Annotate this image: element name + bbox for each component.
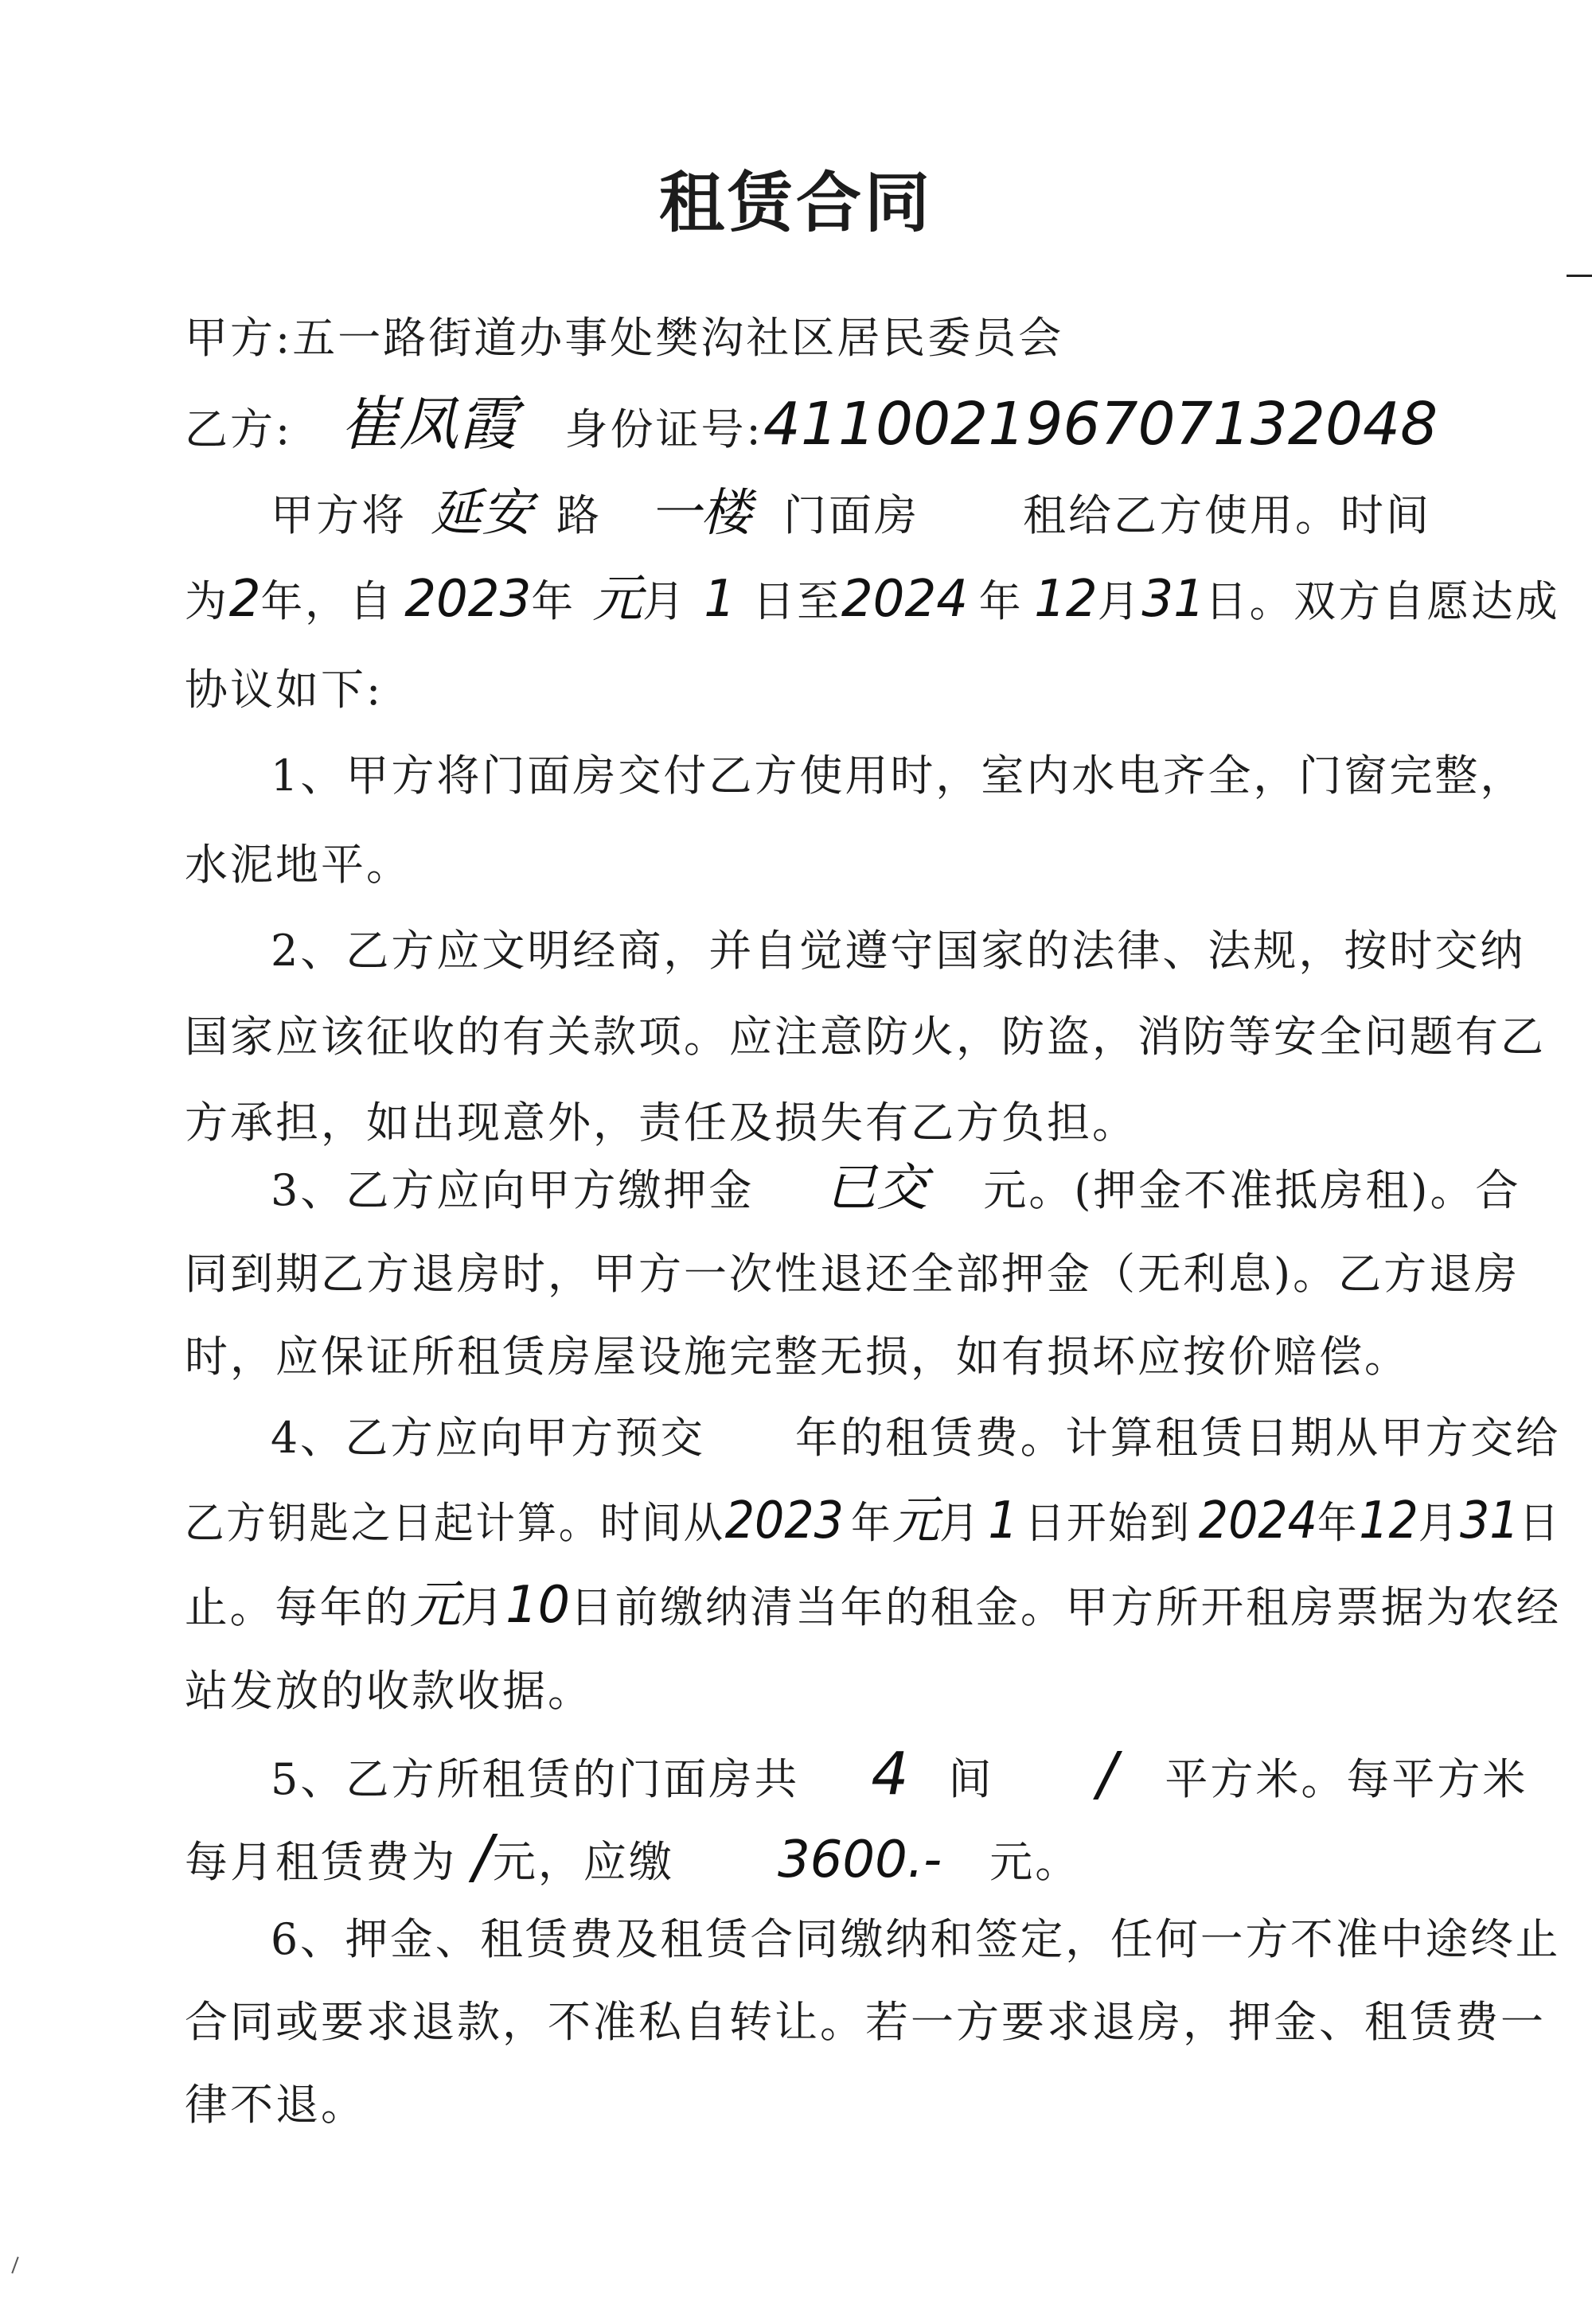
start-year: 2023 bbox=[404, 570, 532, 629]
clause-1-line-2: 水泥地平。 bbox=[185, 840, 412, 890]
clause-3-line-2: 同到期乙方退房时，甲方一次性退还全部押金（无利息)。乙方退房 bbox=[185, 1249, 1520, 1299]
contract-title: 租赁合同 bbox=[658, 166, 933, 241]
from-day: 1 bbox=[988, 1491, 1018, 1550]
to-month: 12 bbox=[1359, 1491, 1418, 1550]
intro-line-1: 甲方将 延安 路 一楼 门面房 租给乙方使用。时间 bbox=[271, 484, 1431, 543]
scan-edge-mark bbox=[1567, 275, 1592, 277]
clause-4-line-3: 止。每年的元月10日前缴纳清当年的租金。甲方所开租房票据为农经 bbox=[185, 1576, 1562, 1635]
monthly-rate: / bbox=[473, 1823, 493, 1891]
area-sqm: / bbox=[1097, 1740, 1118, 1808]
deposit-amount: 已交 bbox=[825, 1159, 928, 1218]
road-name: 延安 bbox=[431, 484, 533, 543]
clause-4-line-2: 乙方钥匙之日起计算。时间从2023 年元月 1 日开始到 2024年12月31日 bbox=[185, 1491, 1561, 1550]
clause-3-line-1: 3、乙方应向甲方缴押金 已交 元。(押金不准抵房租)。合 bbox=[271, 1159, 1521, 1218]
party-a-name: 五一路街道办事处樊沟社区居民委员会 bbox=[292, 313, 1064, 363]
party-b-id-number: 411002196707132048 bbox=[763, 390, 1438, 458]
end-month: 12 bbox=[1034, 570, 1098, 629]
start-month: 元 bbox=[592, 570, 643, 629]
to-year: 2024 bbox=[1198, 1491, 1317, 1550]
start-day: 1 bbox=[704, 570, 736, 629]
clause-5-line-1: 5、乙方所租赁的门面房共 4 间 / 平方米。每平方米 bbox=[271, 1740, 1528, 1808]
from-month: 元 bbox=[892, 1491, 939, 1550]
from-year: 2023 bbox=[724, 1491, 844, 1550]
clause-2-line-2: 国家应该征收的有关款项。应注意防火，防盗，消防等安全问题有乙 bbox=[185, 1012, 1546, 1062]
clause-6-line-3: 律不退。 bbox=[185, 2080, 366, 2130]
clause-4-line-4: 站发放的收款收据。 bbox=[185, 1666, 593, 1716]
clause-3-line-3: 时，应保证所租赁房屋设施完整无损，如有损坏应按价赔偿。 bbox=[185, 1332, 1410, 1382]
party-b-line: 乙方: 崔凤霞 身份证号:411002196707132048 bbox=[185, 390, 1438, 458]
intro-line-2: 为2年，自 2023年 元月 1 日至2024 年 12月31日。双方自愿达成 bbox=[185, 570, 1560, 629]
pay-day: 10 bbox=[505, 1576, 571, 1635]
term-years: 2 bbox=[228, 570, 261, 629]
end-year: 2024 bbox=[841, 570, 969, 629]
clause-4-line-1: 4、乙方应向甲方预交 年的租赁费。计算租赁日期从甲方交给 bbox=[271, 1413, 1561, 1463]
clause-6-line-1: 6、押金、租赁费及租赁合同缴纳和签定，任何一方不准中途终止 bbox=[271, 1914, 1561, 1964]
to-day: 31 bbox=[1459, 1491, 1520, 1550]
clause-2-line-1: 2、乙方应文明经商，并自觉遵守国家的法律、法规，按时交纳 bbox=[271, 926, 1526, 976]
floor: 一楼 bbox=[650, 484, 751, 543]
clause-1-line-1: 1、甲方将门面房交付乙方使用时，室内水电齐全，门窗完整， bbox=[271, 751, 1526, 801]
room-count: 4 bbox=[871, 1740, 909, 1808]
clause-2-line-3: 方承担，如出现意外，责任及损失有乙方负担。 bbox=[185, 1098, 1137, 1148]
clause-5-line-2: 每月租赁费为 /元，应缴 3600.- 元。 bbox=[185, 1823, 1081, 1891]
intro-line-3: 协议如下: bbox=[185, 665, 384, 715]
pay-month: 元 bbox=[410, 1576, 461, 1635]
end-day: 31 bbox=[1141, 570, 1205, 629]
clause-6-line-2: 合同或要求退款，不准私自转让。若一方要求退房，押金、租赁费一 bbox=[185, 1997, 1546, 2047]
total-amount: 3600.- bbox=[777, 1831, 942, 1889]
party-a-line: 甲方:五一路街道办事处樊沟社区居民委员会 bbox=[185, 313, 1064, 363]
party-b-name: 崔凤霞 bbox=[340, 390, 517, 458]
scan-edge-tick bbox=[11, 2256, 18, 2273]
